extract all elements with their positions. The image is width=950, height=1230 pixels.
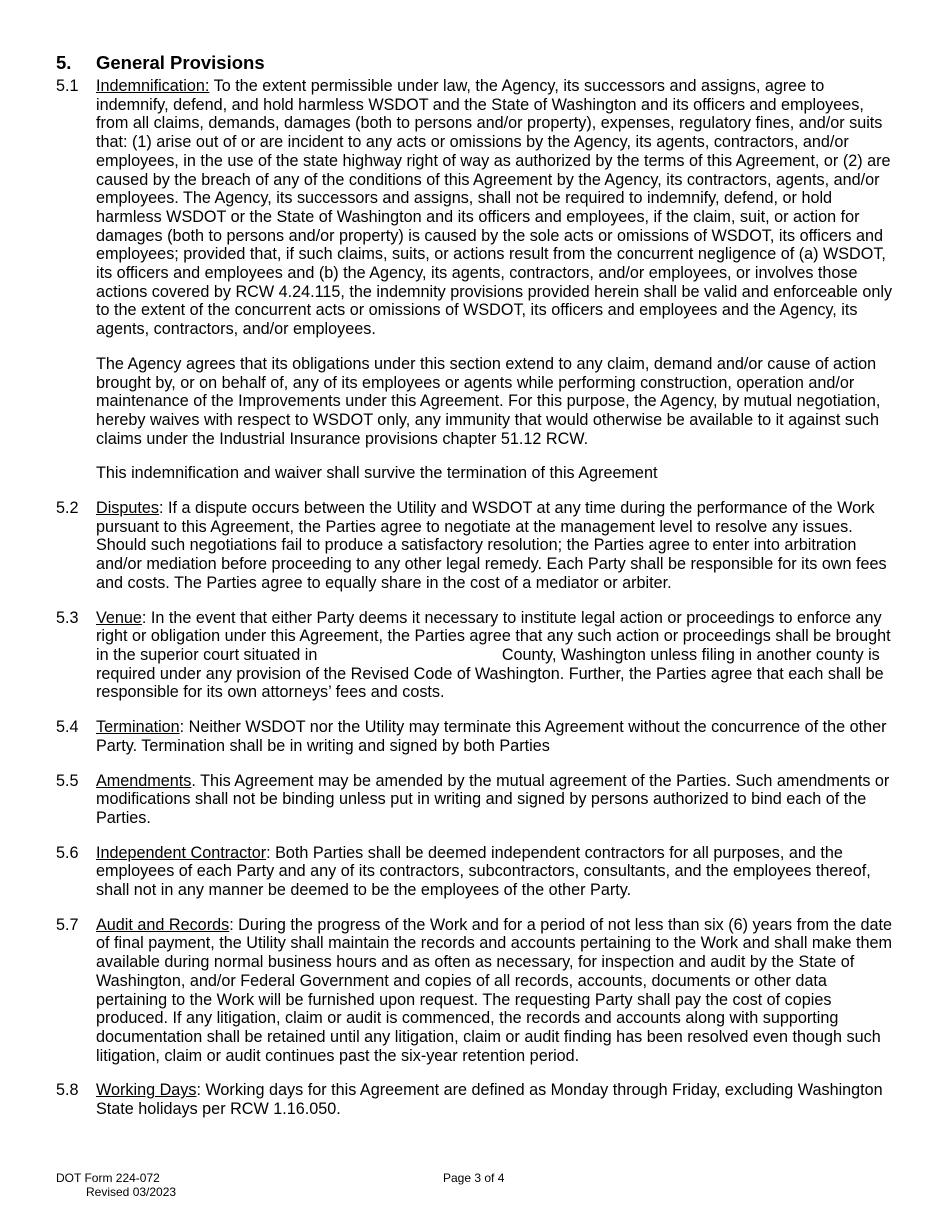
clause-text: To the extent permissible under law, the Agency, its successors and assigns, agree to indemnify, defend, and hold harmless WSDOT and the State of Washington and its officers and employees, from all claims, demands, damages (both to persons and/or property), expenses, regulatory fines, and/or suits that: (1) arise out of or are incident to any acts or omissions by the Agency, its agents, contractors, and/or employees, in the use of the state highway right of way as authorized by the terms of this Agreement, or (2) are caused by the breach of any of the conditions of this Agreement by the Agency, its contractors, agents, and/or employees. The Agency, its successors and assigns, shall not be required to indemnify, defend, or hold harmless WSDOT or the State of Washington and its officers and employees, if the claim, suit, or action for damages (both to persons and/or property) is caused by the sole acts or omissions of WSDOT, its officers and employees; provided that, if such claims, suits, or actions result from the concurrent negligence of (a) WSDOT, its officers and employees and (b) the Agency, its agents, contractors, and/or employees, or involves those actions covered by RCW 4.24.115, the indemnity provisions provided herein shall be valid and enforceable only to the extent of the concurrent acts or omissions of WSDOT, its officers and employees and the Agency, its agents, contractors, and/or employees. (96, 77, 893, 339)
clause-5-5-amendments (56, 772, 896, 828)
form-id: DOT Form 224-072 (56, 1171, 160, 1185)
page-number: Page 3 of 4 (443, 1171, 505, 1185)
clause-text: : If a dispute occurs between the Utility and WSDOT at any time during the performance of the Work pursuant to this Agreement, the Parties agree to negotiate at the management level to resolve any issues. Should such negotiations fail to produce a satisfactory resolution; the Parties agree to enter into arbitration and/or mediation before proceeding to any other legal remedy. Each Party shall be responsible for its own fees and costs. The Parties agree to equally share in the cost of a mediator or arbiter. (96, 499, 887, 592)
clause-5-2-disputes (56, 499, 896, 593)
section-heading-number: 5. (56, 52, 72, 73)
clause-5-6-independent-contractor (56, 844, 896, 900)
revision-date: Revised 03/2023 (86, 1185, 177, 1199)
clause-number: 5.4 (56, 718, 79, 737)
clause-number: 5.2 (56, 499, 79, 518)
clause-text: : Both Parties shall be deemed independent contractors for all purposes, and the employees of each Party and any of its contractors, subcontractors, consultants, and the employees thereof, shall not in any manner be deemed to be the employees of the other Party. (96, 843, 871, 900)
clause-title: Venue (96, 608, 142, 627)
section-heading-title: General Provisions (96, 52, 265, 73)
clause-title: Amendments (96, 771, 192, 790)
clause-number: 5.5 (56, 771, 79, 790)
clause-5-4-termination (56, 718, 896, 755)
clause-text: : During the progress of the Work and for a period of not less than six (6) years from the date of final payment, the Utility shall maintain the records and accounts pertaining to the Work and shall make them available during normal business hours and as often as necessary, for inspection and audit by the State of Washington, and/or Federal Government and copies of all records, accounts, documents or other data pertaining to the Work will be furnished upon request. The requesting Party shall pay the cost of copies produced. If any litigation, claim or audit is commenced, the records and accounts along with supporting documentation shall be retained until any litigation, claim or audit finding has been resolved even though such litigation, claim or audit continues past the six-year retention period. (96, 915, 893, 1065)
clause-paragraph: The Agency agrees that its obligations under this section extend to any claim, demand and/or cause of action brought by, or on behalf of, any of its employees or agents while performing construction, operation and/or maintenance of the Improvements under this Agreement. For this purpose, the Agency, by mutual negotiation, hereby waives with respect to WSDOT only, any immunity that would otherwise be available to it against such claims under the Industrial Insurance provisions chapter 51.12 RCW. (96, 354, 881, 448)
clause-number: 5.3 (56, 608, 79, 627)
clause-title: Audit and Records (96, 915, 230, 934)
clause-5-7-audit-and-records (56, 916, 896, 1066)
clause-5-8-working-days (56, 1081, 896, 1118)
clause-title: Disputes (96, 499, 159, 518)
clause-title: Working Days (96, 1081, 197, 1100)
clause-title: Indemnification: (96, 77, 210, 95)
clause-text: County, Washington unless filing in another county is required under any provision of the Revised Code of Washington. Further, the Parties agree that each shall be responsible for its own attorneys’ fees and costs. (96, 645, 884, 702)
clause-number: 5.6 (56, 843, 79, 862)
document-page (56, 52, 896, 1135)
clause-5-1-indemnification (56, 77, 896, 483)
clause-5-3-venue (56, 609, 896, 703)
clause-title: Independent Contractor (96, 843, 267, 862)
clause-number: 5.7 (56, 915, 79, 934)
clause-title: Termination (96, 718, 180, 737)
clause-text: : Neither WSDOT nor the Utility may terminate this Agreement without the concurrence of the other Party. Termination shall be in writing and signed by both Parties (96, 718, 887, 755)
section-heading (56, 52, 896, 74)
clause-number: 5.1 (56, 77, 79, 95)
clause-text: : In the event that either Party deems it necessary to institute legal action or proceedings to enforce any right or obligation under this Agreement, the Parties agree that any such action or proceedings shall be brought in the superior court situated in (96, 608, 891, 664)
clause-text: : Working days for this Agreement are defined as Monday through Friday, excluding Washington State holidays per RCW 1.16.050. (96, 1081, 883, 1119)
clause-number: 5.8 (56, 1081, 79, 1100)
clause-paragraph: This indemnification and waiver shall survive the termination of this Agreement (96, 464, 658, 483)
clause-text: . This Agreement may be amended by the mutual agreement of the Parties. Such amendments or modifications shall not be binding unless put in writing and signed by persons authorized to bind each of the Parties. (96, 771, 890, 827)
